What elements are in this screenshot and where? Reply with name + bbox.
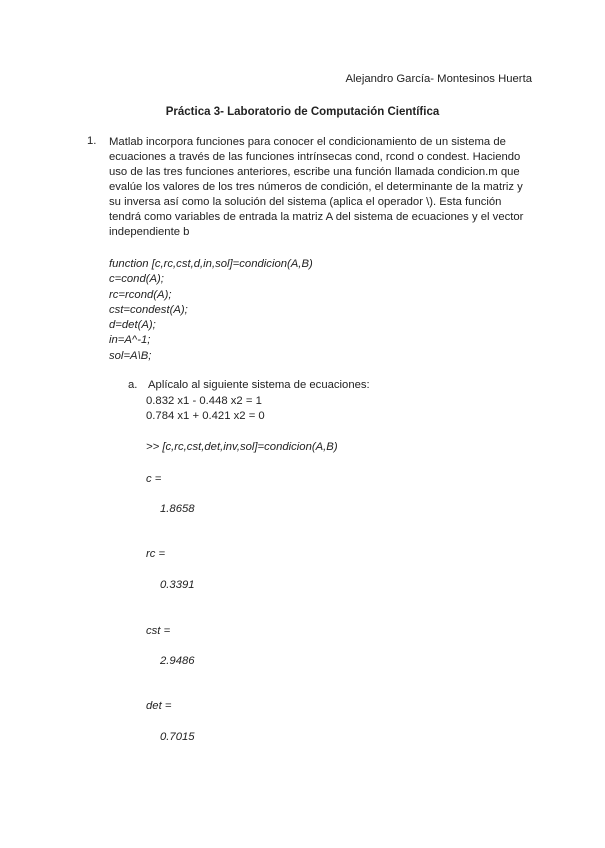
result-name-c: c = [146,473,162,485]
result-name-rc: rc = [146,548,166,560]
subitem-label: a. [128,379,138,391]
code-line: d=det(A); [109,319,156,332]
question-line: evalúe los valores de los tres números de condición, el determinante de la matriz y [109,181,523,193]
code-line: sol=A\B; [109,349,152,362]
result-value-det: 0.7015 [160,731,195,743]
code-line: rc=rcond(A); [109,288,172,301]
question-line: independiente b [109,226,190,238]
question-line: ecuaciones a través de las funciones intrínsecas cond, rcond o condest. Haciendo [109,151,521,163]
code-block [109,257,313,364]
result-value-c: 1.8658 [160,503,195,515]
code-line: c=cond(A); [109,273,164,286]
document-title: Práctica 3- Laboratorio de Computación Científica [165,106,440,118]
result-value-cst: 2.9486 [160,655,195,667]
code-line: in=A^-1; [109,334,151,347]
author-name: Alejandro García- Montesinos Huerta [345,73,532,85]
question-text [109,135,529,240]
question-line: su inversa así como la solución del sistema (aplica el operador \). Esta función [109,196,502,208]
subitem-text: Aplícalo al siguiente sistema de ecuaciones: [148,379,370,391]
result-value-rc: 0.3391 [160,579,195,591]
question-line: tendrá como variables de entrada la matriz A del sistema de ecuaciones y el vector [109,211,524,223]
question-line: Matlab incorpora funciones para conocer el condicionamiento de un sistema de [109,136,506,148]
result-name-cst: cst = [146,625,171,637]
question-number: 1. [87,135,97,147]
matlab-command: >> [c,rc,cst,det,inv,sol]=condicion(A,B) [146,441,338,453]
question-line: uso de las tres funciones anteriores, escribe una función llamada condicion.m que [109,166,520,178]
result-name-det: det = [146,700,172,712]
equation-2: 0.784 x1 + 0.421 x2 = 0 [146,410,265,422]
code-line: cst=condest(A); [109,303,188,316]
code-line: function [c,rc,cst,d,in,sol]=condicion(A,B) [109,258,313,270]
equation-1: 0.832 x1 - 0.448 x2 = 1 [146,395,262,407]
